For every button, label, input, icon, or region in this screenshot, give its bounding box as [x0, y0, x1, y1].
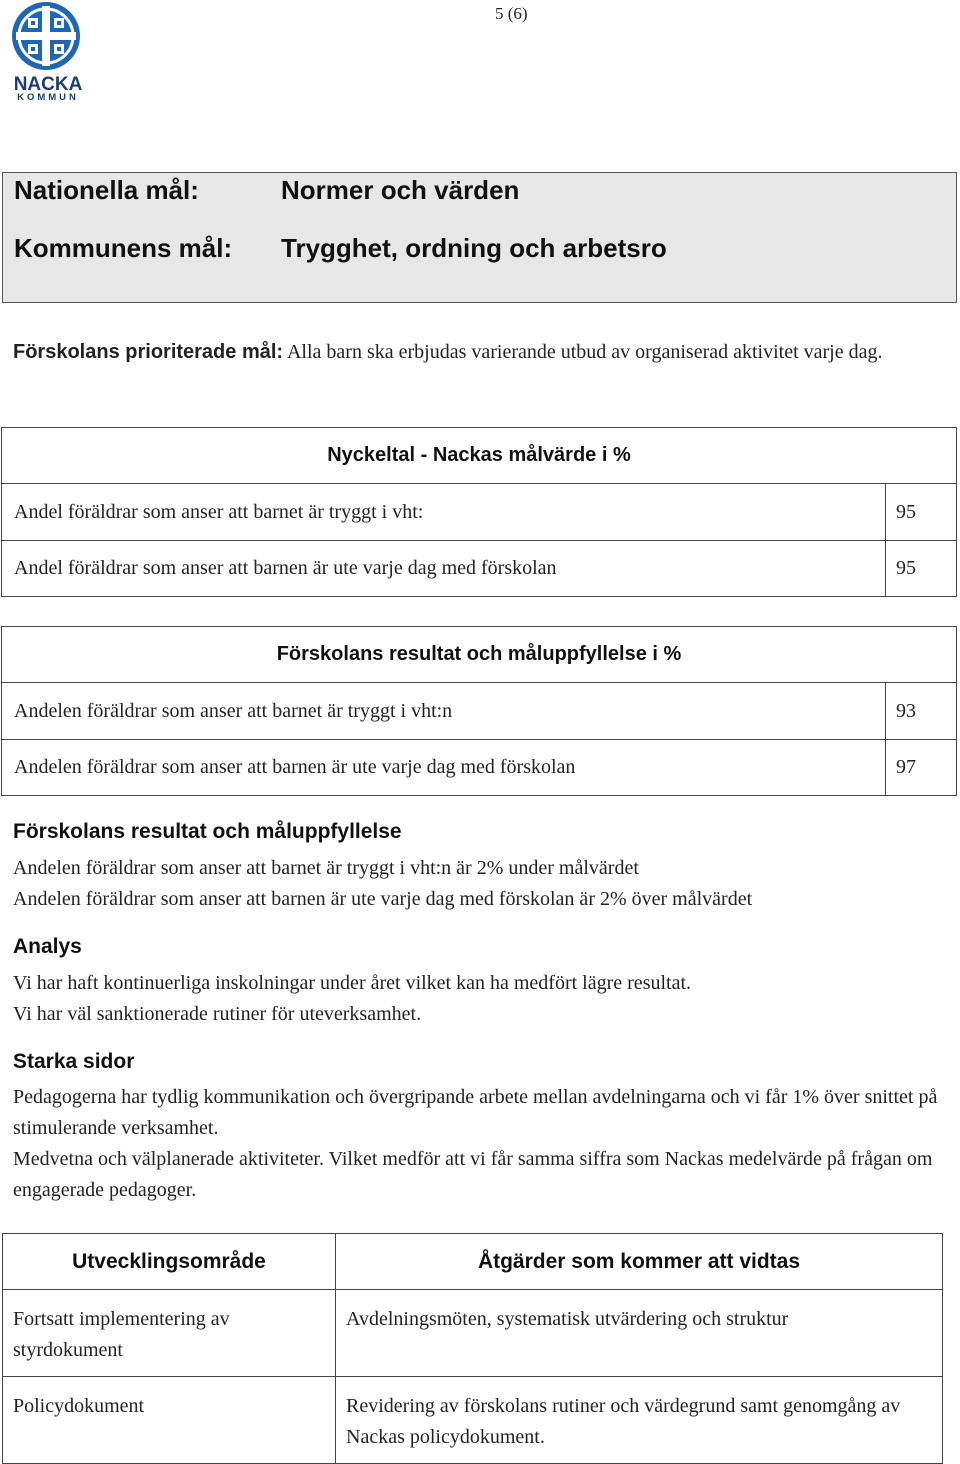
kpi-result-title: Förskolans resultat och måluppfyllelse i %: [2, 627, 957, 683]
table-row: [2, 541, 957, 597]
action-cell-2: Revidering av förskolans rutiner och värdegrund samt genomgång av Nackas policydokument.: [336, 1377, 943, 1464]
result-line-1: Andelen föräldrar som anser att barnet är tryggt i vht:n är 2% under målvärdet: [13, 857, 639, 879]
strengths-heading: Starka sidor: [13, 1050, 135, 1073]
municipal-goal-value: Trygghet, ordning och arbetsro: [281, 233, 667, 263]
logo-text-kommun: KOMMUN: [17, 92, 79, 103]
kpi-target-label-1: Andel föräldrar som anser att barnet är tryggt i vht:: [2, 484, 886, 541]
table-row: [3, 1377, 943, 1464]
national-goal-value: Normer och värden: [281, 175, 520, 205]
action-cell-1: Avdelningsmöten, systematisk utvärdering och struktur: [336, 1290, 943, 1377]
priority-goal: [13, 337, 913, 368]
col-header-action: Åtgärder som kommer att vidtas: [336, 1234, 943, 1290]
analysis-line-1: Vi har haft kontinuerliga inskolningar under året vilket kan ha medfört lägre resultat.: [13, 972, 692, 994]
kpi-result-table: [1, 626, 957, 796]
national-goal-label: Nationella mål:: [14, 175, 199, 205]
table-row: [3, 1290, 943, 1377]
kpi-result-value-2: 97: [886, 740, 957, 796]
area-cell-1: Fortsatt implementering av styrdokument: [3, 1290, 336, 1377]
area-cell-2: Policydokument: [3, 1377, 336, 1464]
strengths-paragraph-2: Medvetna och välplanerade aktiviteter. Vilket medför att vi får samma siffra som Nackas medelvärde på frågan om engagerade pedagoger.: [13, 1148, 933, 1201]
analysis-heading: Analys: [13, 935, 82, 958]
table-row: [2, 740, 957, 796]
table-header-row: [3, 1234, 943, 1290]
kpi-target-table: [1, 427, 957, 597]
table-row: [2, 683, 957, 740]
kpi-result-label-2: Andelen föräldrar som anser att barnen är ute varje dag med förskolan: [2, 740, 886, 796]
analysis-line-2: Vi har väl sanktionerade rutiner för uteverksamhet.: [13, 1003, 422, 1025]
result-line-2: Andelen föräldrar som anser att barnen är ute varje dag med förskolan är 2% över målvärdet: [13, 888, 753, 910]
priority-goal-label: Förskolans prioriterade mål:: [13, 341, 284, 363]
nacka-kommun-logo: [10, 0, 86, 106]
kpi-target-value-1: 95: [886, 484, 957, 541]
table-row: [2, 484, 957, 541]
goals-box: [2, 172, 957, 303]
action-table: [2, 1233, 943, 1464]
municipal-goal-label: Kommunens mål:: [14, 233, 233, 263]
result-heading: Förskolans resultat och måluppfyllelse: [13, 820, 402, 843]
nacka-shield-icon: [10, 0, 86, 74]
strengths-paragraph-1: Pedagogerna har tydlig kommunikation och övergripande arbete mellan avdelningarna och vi får 1% över snittet på stimulerande verksamhet.: [13, 1086, 938, 1139]
priority-goal-text: Alla barn ska erbjudas varierande utbud av organiserad aktivitet varje dag.: [283, 341, 883, 363]
logo-text-nacka: NACKA: [13, 74, 83, 95]
kpi-result-label-1: Andelen föräldrar som anser att barnet är tryggt i vht:n: [2, 683, 886, 740]
kpi-target-label-2: Andel föräldrar som anser att barnen är ute varje dag med förskolan: [2, 541, 886, 597]
col-header-area: Utvecklingsområde: [3, 1234, 336, 1290]
kpi-target-value-2: 95: [886, 541, 957, 597]
kpi-result-value-1: 93: [886, 683, 957, 740]
page-number: 5 (6): [495, 4, 528, 23]
kpi-target-title: Nyckeltal - Nackas målvärde i %: [2, 428, 957, 484]
